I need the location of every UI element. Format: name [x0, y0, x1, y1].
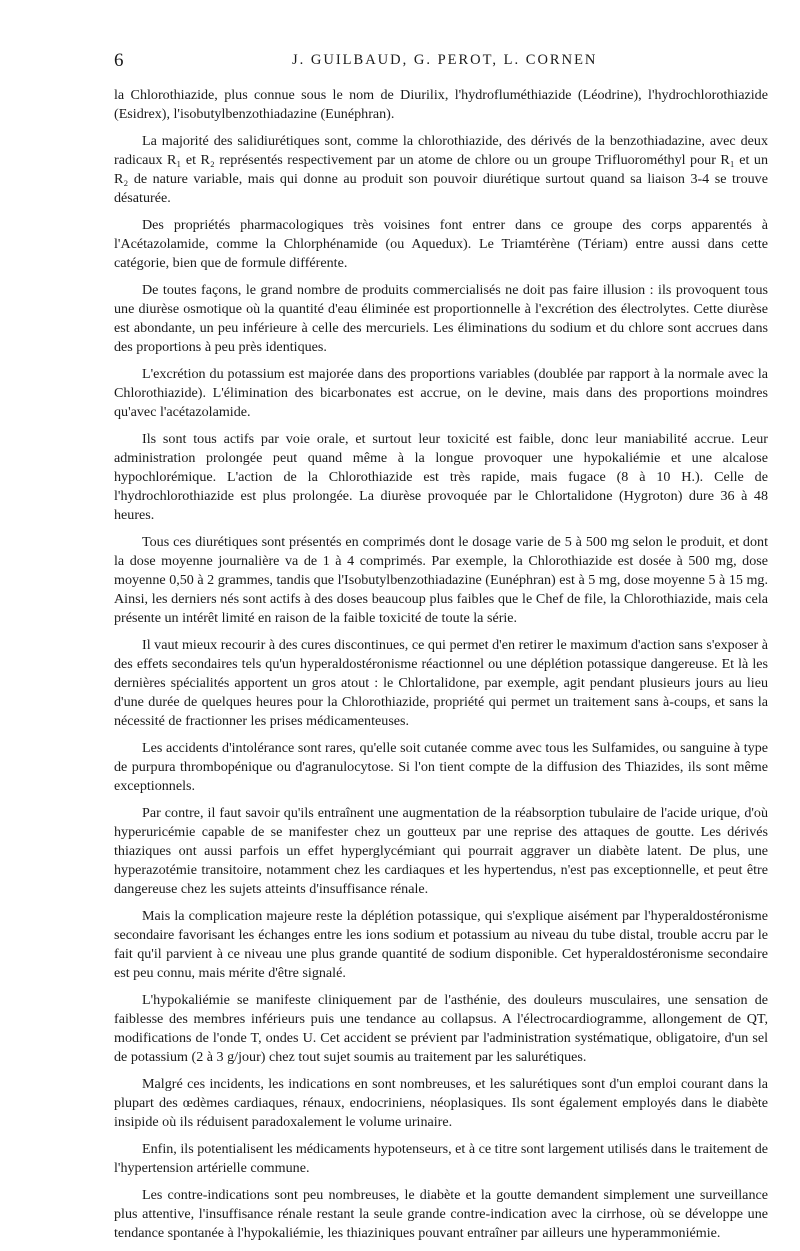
running-head-authors: J. GUILBAUD, G. PEROT, L. CORNEN: [292, 52, 598, 68]
paragraph: L'excrétion du potassium est majorée dans des proportions variables (doublée par rapport à la normale avec la Chlorothiazide). L'élimination des bicarbonates est accrue, on le devine, mais dans des proportions moindres qu'avec l'acétazolamide.: [114, 366, 768, 420]
body-text: [114, 86, 768, 1251]
paragraph: Enfin, ils potentialisent les médicaments hypotenseurs, et à ce titre sont largement utilisés dans le traitement de l'hypertension artérielle commune.: [114, 1141, 768, 1176]
paragraph: la Chlorothiazide, plus connue sous le nom de Diurilix, l'hydrofluméthiazide (Léodrine), l'hydrochlorothiazide (Esidrex), l'isobutylbenzothiadazine (Eunéphran).: [114, 87, 768, 122]
paragraph: L'hypokaliémie se manifeste cliniquement par de l'asthénie, des douleurs musculaires, une sensation de faiblesse des membres inférieurs puis une tendance au collapsus. A l'électrocardiogramme, allongement de QT, modifications de l'onde T, ondes U. Cet accident se prévient par l'administration systématique, obligatoire, d'un sel de potassium (2 à 3 g/jour) chez tout sujet soumis au traitement par les salurétiques.: [114, 992, 768, 1065]
page-number: 6: [114, 50, 124, 71]
paragraph: Malgré ces incidents, les indications en sont nombreuses, et les salurétiques sont d'un emploi courant dans la plupart des œdèmes cardiaques, rénaux, endocriniens, néoplasiques. Ils sont également employés dans le diabète insipide où ils réduisent paradoxalement le volume urinaire.: [114, 1076, 768, 1130]
paragraph: Il vaut mieux recourir à des cures discontinues, ce qui permet d'en retirer le maximum d'action sans s'exposer à des effets secondaires tels qu'un hyperaldostéronisme réactionnel ou une déplétion potassique dangereuse. Et là les dernières spécialités apportent un gros atout : le Chlortalidone, par exemple, agit pendant plusieurs jours au lieu d'une durée de quelques heures pour la Chlorothiazide, propriété qui permet un traitement sans à-coups, et sans la nécessité de fractionner les prises médicamenteuses.: [114, 637, 768, 729]
paragraph: Les accidents d'intolérance sont rares, qu'elle soit cutanée comme avec tous les Sulfamides, ou sanguine à type de purpura thrombopénique ou d'agranulocytose. Si l'on tient compte de la diffusion des Thiazides, ils sont même exceptionnels.: [114, 740, 768, 794]
paragraph: Par contre, il faut savoir qu'ils entraînent une augmentation de la réabsorption tubulaire de l'acide urique, d'où hyperuricémie capable de se manifester chez un goutteux par une reprise des attaques de goutte. Les dérivés thiaziques ont aussi parfois un effet hyperglycémiant qui pourrait aggraver un diabète latent. De plus, une hyperazotémie transitoire, notamment chez les cardiaques et les hypertendus, n'est pas exceptionnelle, et peut être dangereuse chez les sujets atteints d'insuffisance rénale.: [114, 805, 768, 897]
paragraph: Des propriétés pharmacologiques très voisines font entrer dans ce groupe des corps apparentés à l'Acétazolamide, comme la Chlorphénamide (ou Aquedux). Le Triamtérène (Tériam) entre aussi dans cette catégorie, bien que de formule différente.: [114, 217, 768, 271]
paragraph: Mais la complication majeure reste la déplétion potassique, qui s'explique aisément par l'hyperaldostéronisme secondaire favorisant les échanges entre les ions sodium et potassium au niveau du tube distal, trouble accru par le fait qu'il parvient à ce niveau une plus grande quantité de sodium disponible. Cet hyperaldostéronisme secondaire est peu connu, mais mérite d'être signalé.: [114, 908, 768, 981]
paragraph: Ils sont tous actifs par voie orale, et surtout leur toxicité est faible, donc leur maniabilité accrue. Leur administration prolongée peut quand même à la longue provoquer une hypokaliémie et une alcalose hypochlorémique. L'action de la Chlorothiazide est très rapide, mais fugace (8 à 10 H.). Celle de l'hydrochlorothiazide est plus prolongée. La diurèse provoquée par le Chlortalidone (Hygroton) dure 36 à 48 heures.: [114, 431, 768, 523]
page-header: [114, 50, 700, 74]
paragraph: Les contre-indications sont peu nombreuses, le diabète et la goutte demandent simplement une surveillance plus attentive, l'insuffisance rénale restant la seule grande contre-indication avec la cirrhose, où se développe une tendance spontanée à l'hypokaliémie, les thiaziniques pouvant entraîner par ailleurs une hyperammoniémie.: [114, 1187, 768, 1241]
paragraph: La majorité des salidiurétiques sont, comme la chlorothiazide, des dérivés de la benzothiadazine, avec deux radicaux R₁ et R₂ représentés respectivement par un atome de chlore ou un groupe Trifluorométhyl pour R₁ et un R₂ de nature variable, mais qui donne au produit son pouvoir diurétique surtout quand sa liaison 3-4 se trouve désaturée.: [114, 133, 768, 206]
paragraph: De toutes façons, le grand nombre de produits commercialisés ne doit pas faire illusion : ils provoquent tous une diurèse osmotique où la quantité d'eau éliminée est proportionnelle à l'excrétion des électrolytes. Cette diurèse est abondante, un peu inférieure à celle des mercuriels. Les éliminations du sodium et du chlore sont accrues dans des proportions à peu près identiques.: [114, 282, 768, 355]
paragraph: Tous ces diurétiques sont présentés en comprimés dont le dosage varie de 5 à 500 mg selon le produit, et dont la dose moyenne journalière va de 1 à 4 comprimés. Par exemple, la Chlorothiazide est dosée à 500 mg, dose moyenne 0,50 à 2 grammes, tandis que l'Isobutylbenzothiadazine (Eunéphran) est à 5 mg, dose moyenne 5 à 15 mg. Ainsi, les derniers nés sont actifs à des doses beaucoup plus faibles que le Chef de file, la Chlorothiazide, mais cela présente un intérêt limité en raison de la faible toxicité de toute la série.: [114, 534, 768, 626]
